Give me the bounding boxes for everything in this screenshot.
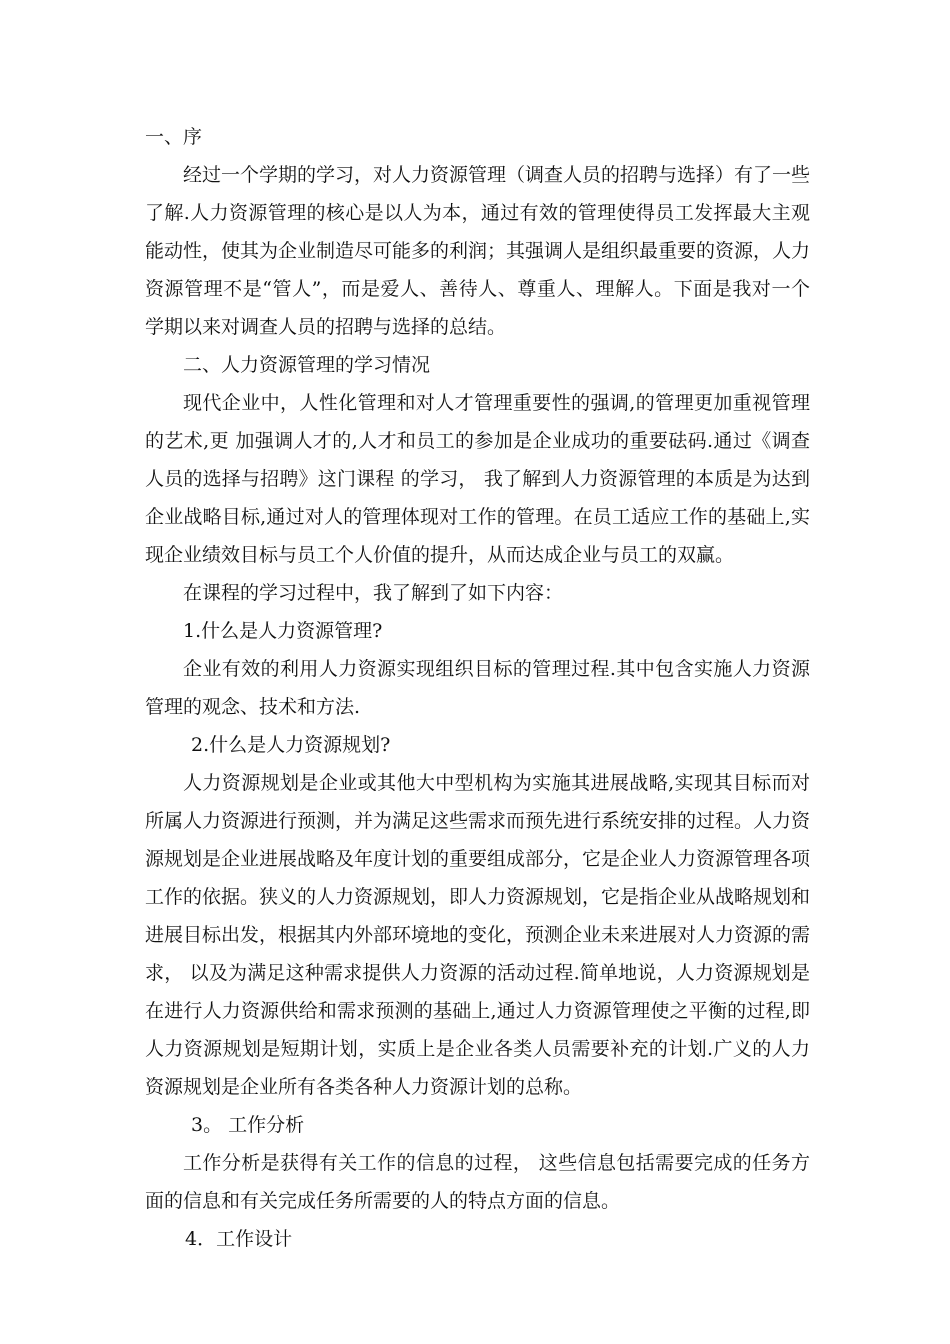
item-1-title: 1.什么是人力资源管理?	[183, 620, 383, 642]
item-2-title: 2.什么是人力资源规划?	[191, 734, 391, 756]
item-2-body: 人力资源规划是企业或其他大中型机构为实施其进展战略,实现其目标而对所属人力资源进行预测，并为满足这些需求而预先进行系统安排的过程。人力资源规划是企业进展战略及年度计划的重要组成部分，它是企业人力资源管理各项工作的依据。狭义的人力资源规划，即人力资源规划，它是指企业从战略规划和进展目标出发，根据其内外部环境地的变化，预测企业未来进展对人力资源的需求， 以及为满足这种需求提供人力资源的活动过程.简单地说，人力资源规划是在进行人力资源供给和需求预测的基础上,通过人力资源管理使之平衡的过程,即人力资源规划是短期计划，实质上是企业各类人员需要补充的计划.广义的人力资源规划是企业所有各类各种人力资源计划的总称。	[145, 772, 811, 1098]
section-heading-study: 二、人力资源管理的学习情况	[183, 354, 431, 376]
item-4-title: 4．工作设计	[185, 1228, 293, 1250]
paragraph-intro: 经过一个学期的学习，对人力资源管理（调查人员的招聘与选择）有了一些了解.人力资源管理的核心是以人为本，通过有效的管理使得员工发挥最大主观能动性，使其为企业制造尽可能多的利润；其强调人是组织最重要的资源，人力资源管理不是“管人”，而是爱人、善待人、尊重人、理解人。下面是我对一个学期以来对调查人员的招聘与选择的总结。	[145, 164, 811, 338]
section-heading-preface: 一、序	[145, 126, 203, 148]
paragraph-learned-content: 在课程的学习过程中，我了解到了如下内容：	[183, 582, 564, 604]
item-3-body: 工作分析是获得有关工作的信息的过程， 这些信息包括需要完成的任务方面的信息和有关完成任务所需要的人的特点方面的信息。	[145, 1152, 810, 1212]
document-body	[145, 118, 810, 1258]
paragraph-modern-enterprise: 现代企业中，人性化管理和对人才管理重要性的强调,的管理更加重视管理的艺术,更 加强调人才的,人才和员工的参加是企业成功的重要砝码.通过《调查人员的选择与招聘》这门课程 的学习， 我了解到人力资源管理的本质是为达到企业战略目标,通过对人的管理体现对工作的管理。在员工适应工作的基础上,实现企业绩效目标与员工个人价值的提升，从而达成企业与员工的双赢。	[145, 392, 810, 566]
item-1-body: 企业有效的利用人力资源实现组织目标的管理过程.其中包含实施人力资源管理的观念、技术和方法.	[145, 658, 810, 718]
item-3-title: 3。 工作分析	[191, 1114, 305, 1136]
